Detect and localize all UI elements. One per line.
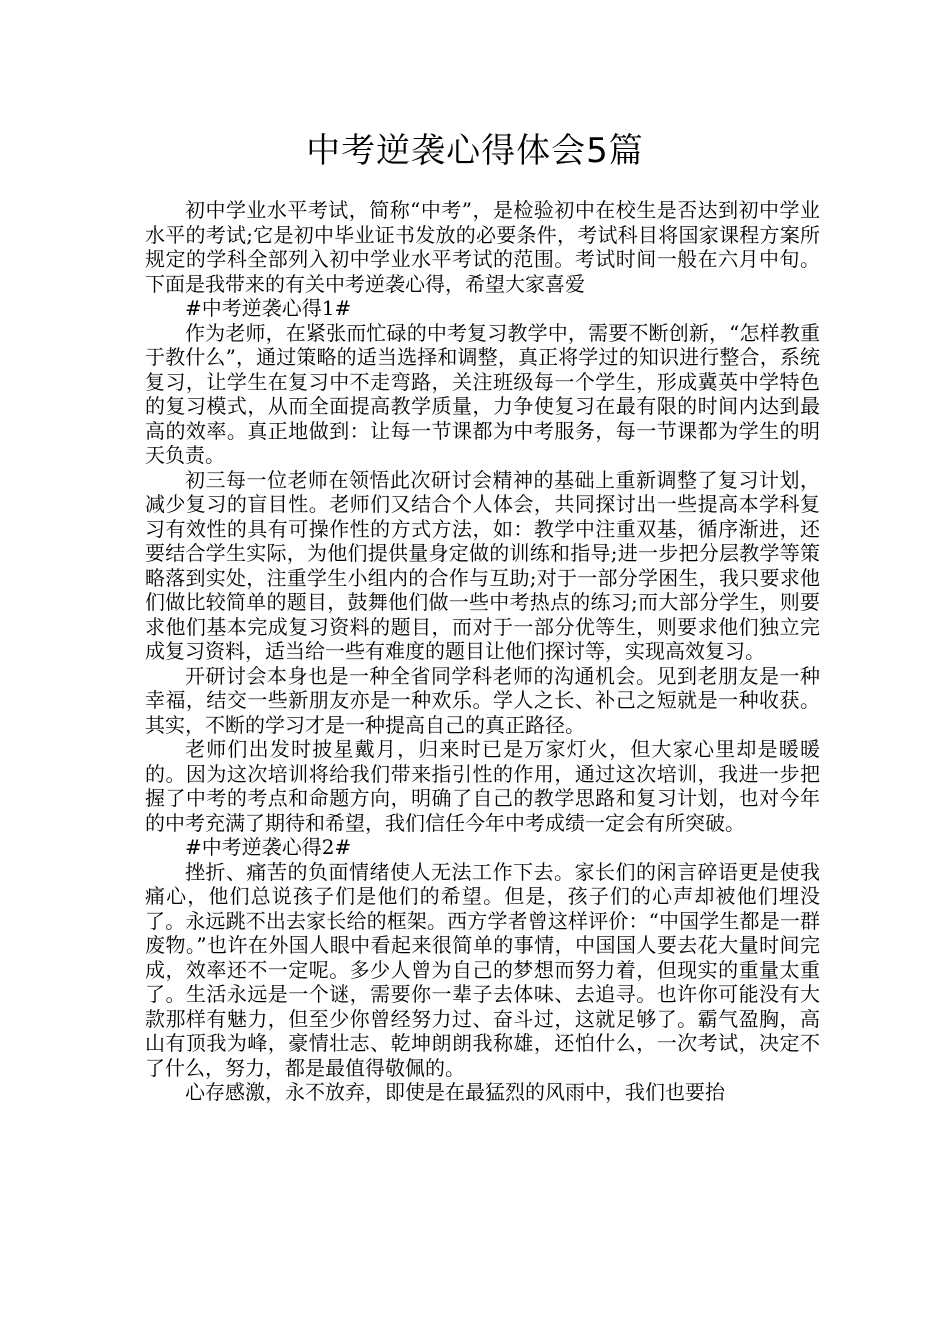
body-paragraph: 开研讨会本身也是一种全省同学科老师的沟通机会。见到老朋友是一种幸福，结交一些新朋友亦是一种欢乐。学人之长、补己之短就是一种收获。其实，不断的学习才是一种提高自己的真正路径。 [145, 663, 820, 737]
document-title: 中考逆袭心得体会5篇 [306, 131, 644, 171]
body-paragraph: 初三每一位老师在领悟此次研讨会精神的基础上重新调整了复习计划，减少复习的盲目性。老师们又结合个人体会，共同探讨出一些提高本学科复习有效性的具有可操作性的方式方法，如：教学中注重双基，循序渐进，还要结合学生实际，为他们提供量身定做的训练和指导;进一步把分层教学等策略落到实处，注重学生小组内的合作与互助;对于一部分学困生，我只要求他们做比较简单的题目，鼓舞他们做一些中考热点的练习;而大部分学生，则要求他们基本完成复习资料的题目，而对于一部分优等生，则要求他们独立完成复习资料，适当给一些有难度的题目让他们探讨等，实现高效复习。 [145, 467, 820, 663]
body-paragraph: 作为老师，在紧张而忙碌的中考复习教学中，需要不断创新，“怎样教重于教什么”，通过策略的适当选择和调整，真正将学过的知识进行整合，系统复习，让学生在复习中不走弯路，关注班级每一个学生，形成冀英中学特色的复习模式，从而全面提高教学质量，力争使复习在最有限的时间内达到最高的效率。真正地做到：让每一节课都为中考服务，每一节课都为学生的明天负责。 [145, 320, 820, 467]
section-heading-2: #中考逆袭心得2# [185, 835, 352, 859]
intro-paragraph: 初中学业水平考试，简称“中考”，是检验初中在校生是否达到初中学业水平的考试;它是初中毕业证书发放的必要条件，考试科目将国家课程方案所规定的学科全部列入初中学业水平考试的范围。考试时间一般在六月中旬。下面是我带来的有关中考逆袭心得，希望大家喜爱 [145, 198, 820, 296]
body-paragraph: 挫折、痛苦的负面情绪使人无法工作下去。家长们的闲言碎语更是使我痛心，他们总说孩子们是他们的希望。但是，孩子们的心声却被他们埋没了。永远跳不出去家长给的框架。西方学者曾这样评价：“中国学生都是一群废物。”也许在外国人眼中看起来很简单的事情，中国国人要去花大量时间完成，效率还不一定呢。多少人曾为自己的梦想而努力着，但现实的重量太重了。生活永远是一个谜，需要你一辈子去体味、去追寻。也许你可能没有大款那样有魅力，但至少你曾经努力过、奋斗过，这就足够了。霸气盈胸，高山有顶我为峰，豪情壮志、乾坤朗朗我称雄，还怕什么，一次考试，决定不了什么，努力，都是最值得敬佩的。 [145, 859, 820, 1080]
section-heading-1: #中考逆袭心得1# [185, 296, 352, 320]
body-paragraph: 心存感激，永不放弃，即使是在最猛烈的风雨中，我们也要抬 [185, 1080, 725, 1104]
body-paragraph: 老师们出发时披星戴月，归来时已是万家灯火，但大家心里却是暖暖的。因为这次培训将给我们带来指引性的作用，通过这次培训，我进一步把握了中考的考点和命题方向，明确了自己的教学思路和复习计划，也对今年的中考充满了期待和希望，我们信任今年中考成绩一定会有所突破。 [145, 737, 820, 835]
document-body [145, 198, 820, 1105]
